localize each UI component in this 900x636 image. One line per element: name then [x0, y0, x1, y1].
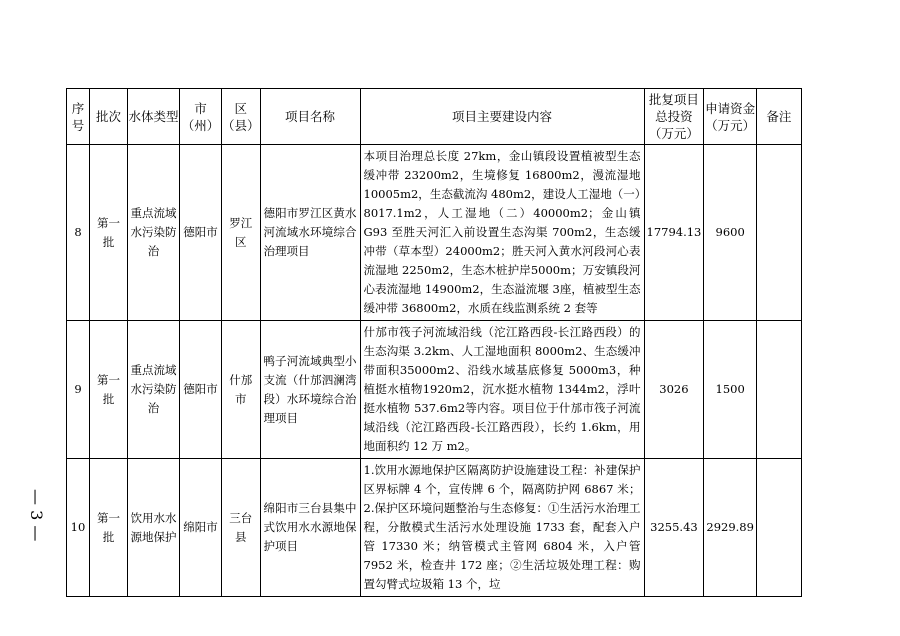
cell-district: 三台县: [222, 459, 261, 597]
cell-seq: 8: [67, 145, 90, 321]
cell-content: 本项目治理总长度 27km，金山镇段设置植被型生态缓冲带 23200m2，生境修复 16800m2，漫流湿地 10005m2，生态截流沟 480m2，建设人工湿地（一）8017.1m2，人工湿地（二）40000m2；金山镇 G93 至胜天河汇入前设置生态沟渠 700m2，生态缓冲带（草本型）24000m2；胜天河入黄水河段河心表流湿地 2250m2，生态木桩护岸5000m；万安镇段河心表流湿地 14900m2，生态溢流堰 3座，植被型生态缓冲带 36800m2，水质在线监测系统 2 套等: [360, 145, 644, 321]
table-header-row: [67, 89, 802, 145]
cell-approved-investment: 3026: [644, 321, 704, 459]
cell-city: 德阳市: [180, 321, 222, 459]
cell-project-name: 德阳市罗江区黄水河流域水环境综合治理项目: [260, 145, 360, 321]
cell-water-type: 重点流域水污染防治: [128, 321, 180, 459]
cell-content: 什邡市筏子河流域沿线（沱江路西段-长江路西段）的生态沟渠 3.2km、人工湿地面积 8000m2、生态缓冲带面积35000m2、沿线水域基底修复 5000m3，种植挺水植物1920m2，沉水挺水植物 1344m2，浮叶挺水植物 537.6m2等内容。项目位于什邡市筏子河流域沿线（沱江路西段-长江路西段），长约 1.6km，用地面积约 12 万 m2。: [360, 321, 644, 459]
cell-batch: 第一批: [90, 145, 128, 321]
cell-city: 绵阳市: [180, 459, 222, 597]
header-seq: 序号: [67, 89, 90, 145]
header-remark: 备注: [756, 89, 801, 145]
cell-requested-funds: 9600: [704, 145, 757, 321]
cell-water-type: 饮用水水源地保护: [128, 459, 180, 597]
cell-batch: 第一批: [90, 459, 128, 597]
cell-city: 德阳市: [180, 145, 222, 321]
cell-district: 什邡市: [222, 321, 261, 459]
page-number: — 3 —: [27, 488, 46, 542]
cell-content: 1.饮用水源地保护区隔离防护设施建设工程：补建保护区界标牌 4 个，宣传牌 6 个，隔离防护网 6867 米；2.保护区环境问题整治与生态修复：①生活污水治理工程，分散模式生活污水处理设施 1733 套，配套入户管 17330 米；纳管模式主管网 6804 米，入户管 7952 米，检查井 172 座；②生活垃圾处理工程：购置勾臂式垃圾箱 13 个，垃: [360, 459, 644, 597]
cell-batch: 第一批: [90, 321, 128, 459]
cell-remark: [756, 321, 801, 459]
table-row: [67, 321, 802, 459]
header-district: 区（县）: [222, 89, 261, 145]
header-content: 项目主要建设内容: [360, 89, 644, 145]
cell-project-name: 绵阳市三台县集中式饮用水水源地保护项目: [260, 459, 360, 597]
header-project-name: 项目名称: [260, 89, 360, 145]
table-row: [67, 459, 802, 597]
cell-remark: [756, 145, 801, 321]
cell-district: 罗江区: [222, 145, 261, 321]
header-requested-funds: 申请资金（万元）: [704, 89, 757, 145]
cell-seq: 10: [67, 459, 90, 597]
cell-approved-investment: 17794.13: [644, 145, 704, 321]
cell-water-type: 重点流域水污染防治: [128, 145, 180, 321]
table-row: [67, 145, 802, 321]
cell-approved-investment: 3255.43: [644, 459, 704, 597]
header-approved-investment: 批复项目总投资（万元）: [644, 89, 704, 145]
cell-requested-funds: 2929.89: [704, 459, 757, 597]
cell-requested-funds: 1500: [704, 321, 757, 459]
header-batch: 批次: [90, 89, 128, 145]
header-city: 市（州）: [180, 89, 222, 145]
header-water-type: 水体类型: [128, 89, 180, 145]
cell-remark: [756, 459, 801, 597]
project-table: [66, 88, 802, 597]
cell-project-name: 鸭子河流域典型小支流（什邡泗澜湾段）水环境综合治理项目: [260, 321, 360, 459]
cell-seq: 9: [67, 321, 90, 459]
